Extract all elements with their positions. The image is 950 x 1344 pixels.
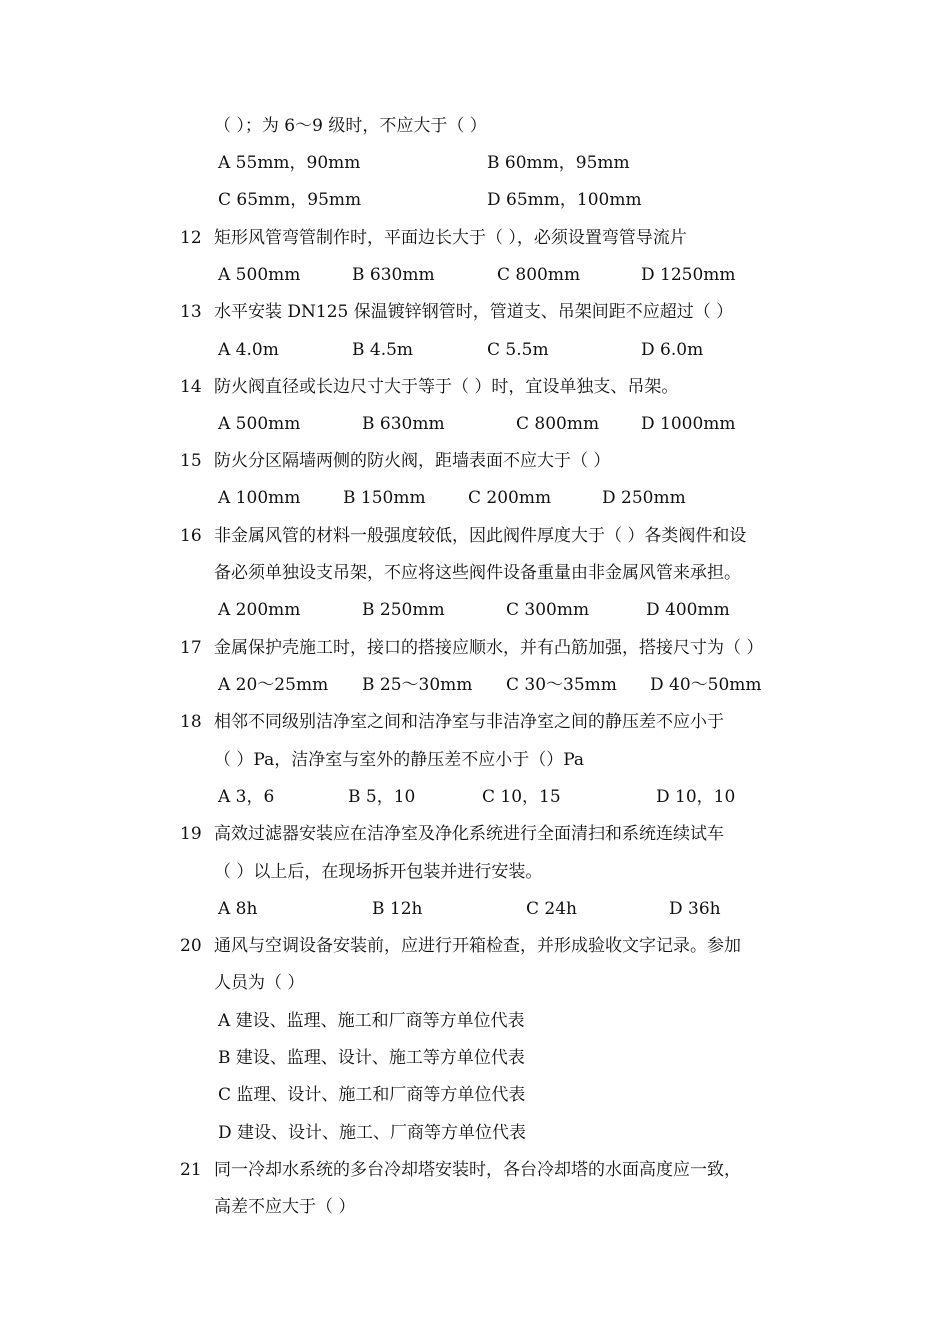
option-d: D 10，10 [656,787,736,807]
option-c: C 65mm，95mm [218,190,362,210]
continuation-text: （ ）Pa，洁净室与室外的静压差不应小于（）Pa [214,750,585,770]
option-a: A 20～25mm [218,675,329,695]
question-number: 20 [180,936,202,956]
continuation-text: 备必须单独设支吊架，不应将这些阀件设备重量由非金属风管来承担。 [214,563,741,583]
option-d: D 36h [669,899,721,919]
question-number: 19 [180,824,202,844]
question-number: 15 [180,451,202,471]
continuation-text: （ ）；为 6～9 级时，不应大于（ ） [214,116,487,136]
question-text: 非金属风管的材料一般强度较低，因此阀件厚度大于（ ）各类阀件和设 [214,526,747,546]
option-d: D 250mm [602,488,686,508]
question-text: 高效过滤器安装应在洁净室及净化系统进行全面清扫和系统连续试车 [214,824,724,844]
option-a: A 建设、监理、施工和厂商等方单位代表 [218,1011,525,1031]
option-a: A 100mm [218,488,301,508]
option-b: B 5，10 [348,787,416,807]
option-a: A 500mm [218,414,301,434]
option-b: B 25～30mm [362,675,473,695]
question-number: 21 [180,1160,202,1180]
continuation-text: （ ）以上后，在现场拆开包装并进行安装。 [214,862,543,882]
question-text: 矩形风管弯管制作时，平面边长大于（ ），必须设置弯管导流片 [214,228,687,248]
option-b: B 250mm [362,600,445,620]
question-number: 13 [180,302,202,322]
option-a: A 55mm，90mm [218,153,361,173]
option-c: C 30～35mm [506,675,617,695]
question-number: 18 [180,712,202,732]
option-a: A 3，6 [218,787,275,807]
continuation-text: 人员为（ ） [214,973,305,993]
option-a: A 500mm [218,265,301,285]
option-d: D 1000mm [641,414,736,434]
option-b: B 630mm [352,265,435,285]
option-b: B 150mm [343,488,426,508]
question-number: 16 [180,526,202,546]
option-a: A 8h [218,899,258,919]
option-d: D 6.0m [641,340,704,360]
question-text: 通风与空调设备安装前，应进行开箱检查，并形成验收文字记录。参加 [214,936,741,956]
option-c: C 监理、设计、施工和厂商等方单位代表 [218,1085,526,1105]
option-c: C 800mm [497,265,581,285]
option-c: C 24h [526,899,577,919]
question-text: 防火阀直径或长边尺寸大于等于（ ）时，宜设单独支、吊架。 [214,377,679,397]
option-c: C 200mm [468,488,552,508]
option-d: D 1250mm [641,265,736,285]
option-b: B 建设、监理、设计、施工等方单位代表 [218,1048,525,1068]
option-a: A 4.0m [218,340,279,360]
question-text: 金属保护壳施工时，接口的搭接应顺水，并有凸筋加强，搭接尺寸为（ ） [214,638,764,658]
option-b: B 60mm，95mm [487,153,630,173]
option-c: C 300mm [506,600,590,620]
option-b: B 630mm [362,414,445,434]
continuation-text: 高差不应大于（ ） [214,1197,356,1217]
option-d: D 建设、设计、施工、厂商等方单位代表 [218,1123,527,1143]
question-number: 17 [180,638,202,658]
option-b: B 12h [372,899,423,919]
option-d: D 400mm [646,600,730,620]
question-text: 相邻不同级别洁净室之间和洁净室与非洁净室之间的静压差不应小于 [214,712,724,732]
question-number: 12 [180,228,202,248]
question-text: 水平安装 DN125 保温镀锌钢管时，管道支、吊架间距不应超过（ ） [214,302,734,322]
option-c: C 800mm [516,414,600,434]
option-d: D 65mm，100mm [487,190,642,210]
option-c: C 10，15 [482,787,561,807]
option-c: C 5.5m [487,340,549,360]
option-a: A 200mm [218,600,301,620]
question-number: 14 [180,377,202,397]
option-b: B 4.5m [352,340,414,360]
option-d: D 40～50mm [650,675,762,695]
question-text: 防火分区隔墙两侧的防火阀，距墙表面不应大于（ ） [214,451,611,471]
question-text: 同一冷却水系统的多台冷却塔安装时，各台冷却塔的水面高度应一致， [214,1160,741,1180]
